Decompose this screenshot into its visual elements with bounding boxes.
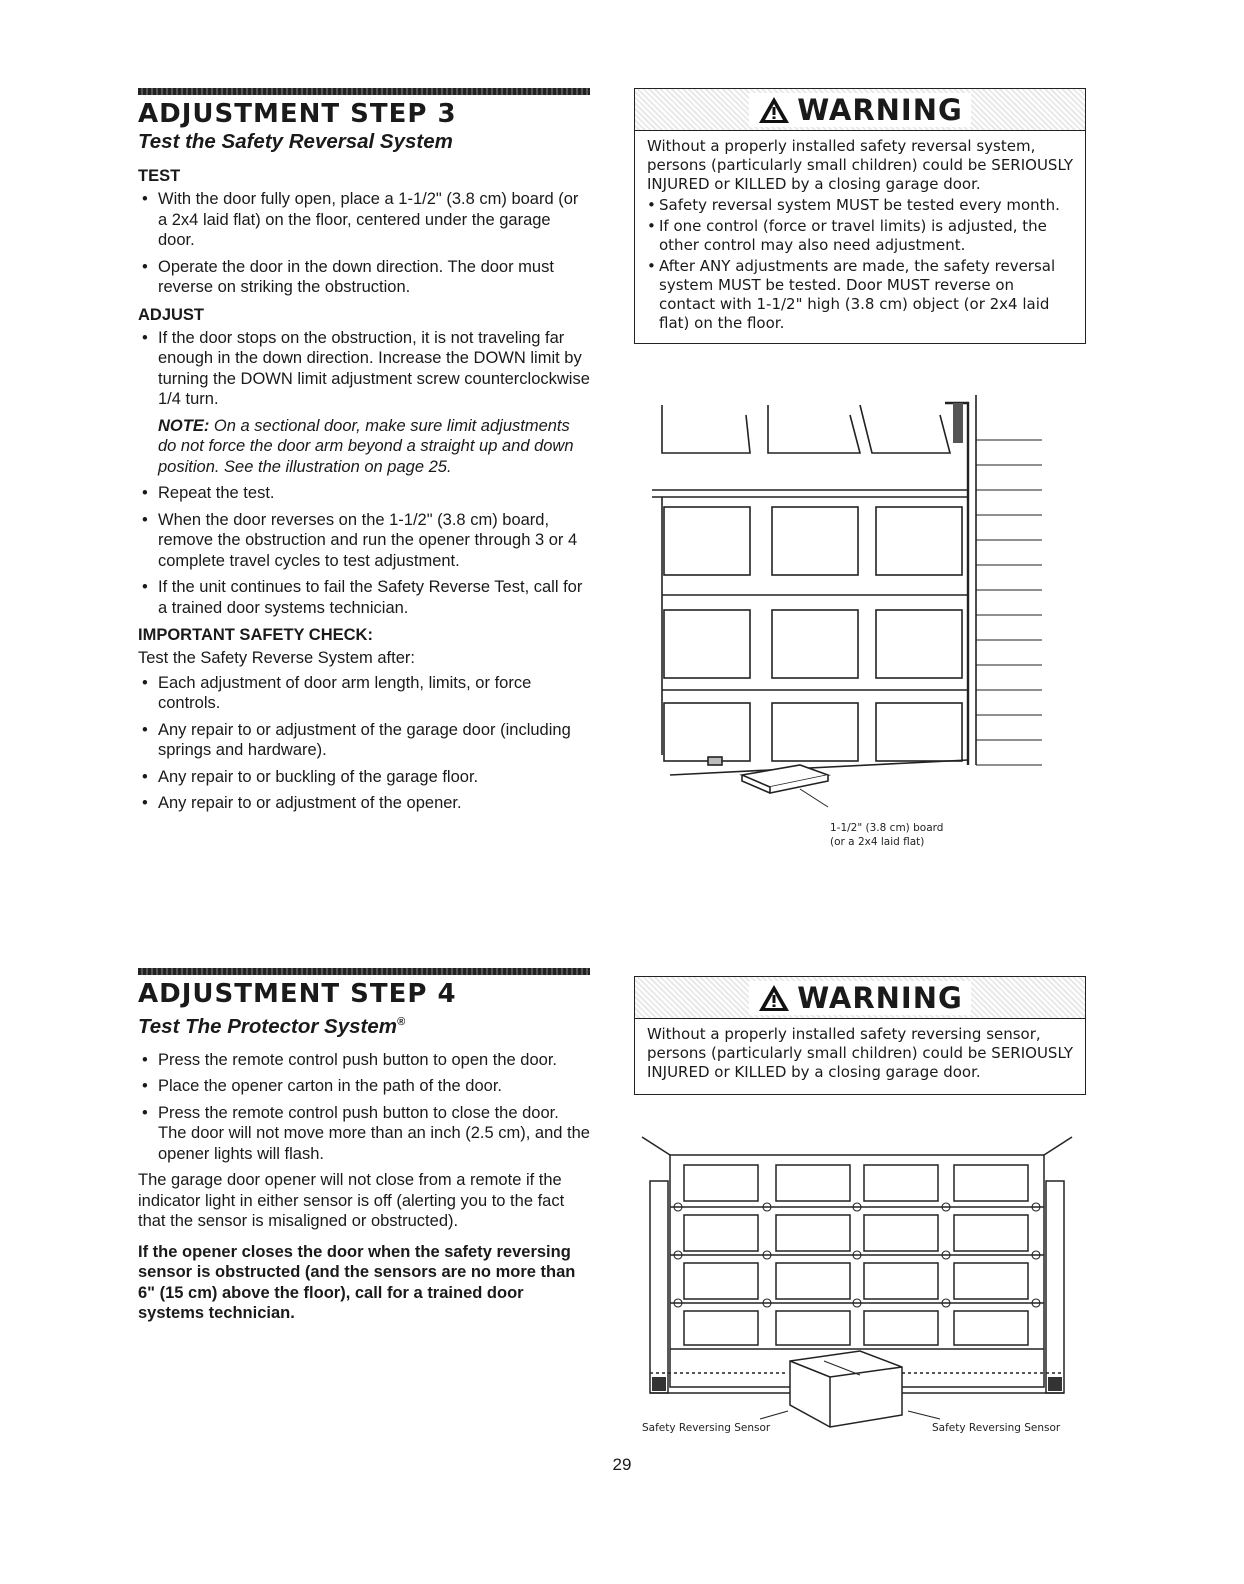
warning-text: Without a properly installed safety reversing sensor, persons (particularly small children) could be SERIOUSLY INJURED or KILLED by a closing garage door. [647,1025,1073,1081]
right-sensor-label: Safety Reversing Sensor [932,1422,1061,1434]
step4-list [138,1050,590,1165]
adjust-list [138,328,590,410]
list-item: • Each adjustment of door arm length, limits, or force controls. [138,673,590,714]
adjust-heading: ADJUST [138,305,205,324]
note-label: NOTE: [158,416,210,435]
warning-list [647,196,1073,333]
registered-mark: ® [396,1016,406,1028]
step4-title: ADJUSTMENT STEP 4 [138,979,457,1009]
safety-check-intro: Test the Safety Reverse System after: [138,649,415,667]
warning-triangle-icon [757,95,791,125]
list-item: • Safety reversal system MUST be tested every month. [647,196,1073,215]
list-item: • Any repair to or adjustment of the opener. [138,793,590,814]
list-item: • Press the remote control push button to close the door. The door will not move more than an inch (2.5 cm), and the opener lights will flash. [138,1103,590,1165]
test-list [138,189,590,298]
warning-body [635,1019,1085,1094]
board-caption-line1: 1-1/2" (3.8 cm) board [830,822,944,834]
list-item: • Any repair to or buckling of the garage floor. [138,767,590,788]
list-item: • After ANY adjustments are made, the safety reversal system MUST be tested. Door MUST reverse on contact with 1-1/2" high (3.8 cm) object (or 2x4 laid flat) on the floor. [647,257,1073,333]
step3-subtitle: Test the Safety Reversal System [138,130,453,153]
step4-paragraph: The garage door opener will not close from a remote if the indicator light in either sensor is off (alerting you to the fact that the sensor is misaligned or obstructed). [138,1171,565,1231]
list-item: • If one control (force or travel limits) is adjusted, the other control may also need adjustment. [647,217,1073,255]
list-item: • When the door reverses on the 1-1/2" (3.8 cm) board, remove the obstruction and run the opener through 3 or 4 complete travel cycles to test adjustment. [138,510,590,572]
list-item: • Operate the door in the down direction. The door must reverse on striking the obstruction. [138,257,590,298]
safety-check-list [138,673,590,814]
list-item: • With the door fully open, place a 1-1/2" (3.8 cm) board (or a 2x4 laid flat) on the floor, centered under the garage door. [138,189,590,251]
list-item: • Any repair to or adjustment of the garage door (including springs and hardware). [138,720,590,761]
step3-section [138,88,590,820]
step4-bold-paragraph: If the opener closes the door when the safety reversing sensor is obstructed (and the sensors are no more than 6" (15 cm) above the floor), call for a trained door systems technician. [138,1242,576,1323]
safety-check-heading: IMPORTANT SAFETY CHECK: [138,626,373,644]
list-item: • If the unit continues to fail the Safety Reverse Test, call for a trained door systems technician. [138,577,590,618]
test-heading: TEST [138,167,181,185]
left-sensor-label: Safety Reversing Sensor [642,1422,771,1434]
step4-subtitle [138,1009,590,1040]
step3-title: ADJUSTMENT STEP 3 [138,99,457,129]
garage-door-board-illustration [650,395,1060,855]
warning-box-2 [634,976,1086,1095]
list-item: • If the door stops on the obstruction, it is not traveling far enough in the down direction. Increase the DOWN limit by turning the DOWN limit adjustment screw counterclockwise 1/4 turn. [138,328,590,410]
page-number: 29 [612,1455,632,1474]
warning-header [635,977,1085,1019]
warning-text: Without a properly installed safety reversal system, persons (particularly small children) could be SERIOUSLY INJURED or KILLED by a closing garage door. [647,137,1073,193]
list-item: • Press the remote control push button to open the door. [138,1050,590,1071]
section-rule [138,968,590,975]
step4-section [138,968,590,1328]
warning-label: WARNING [797,92,963,127]
list-item: • Place the opener carton in the path of the door. [138,1076,590,1097]
board-caption-line2: (or a 2x4 laid flat) [830,836,925,848]
warning-box-1 [634,88,1086,344]
warning-triangle-icon [757,983,791,1013]
list-item: • Repeat the test. [138,483,590,504]
warning-header [635,89,1085,131]
warning-body [635,131,1085,343]
adjust-list-more [138,483,590,618]
note [138,416,590,478]
warning-label: WARNING [797,980,963,1015]
protector-system-illustration [640,1135,1080,1435]
section-rule [138,88,590,95]
note-text: On a sectional door, make sure limit adjustments do not force the door arm beyond a straight up and down position. See the illustration on page 25. [158,416,574,476]
step4-subtitle-text: Test The Protector System [138,1014,397,1038]
